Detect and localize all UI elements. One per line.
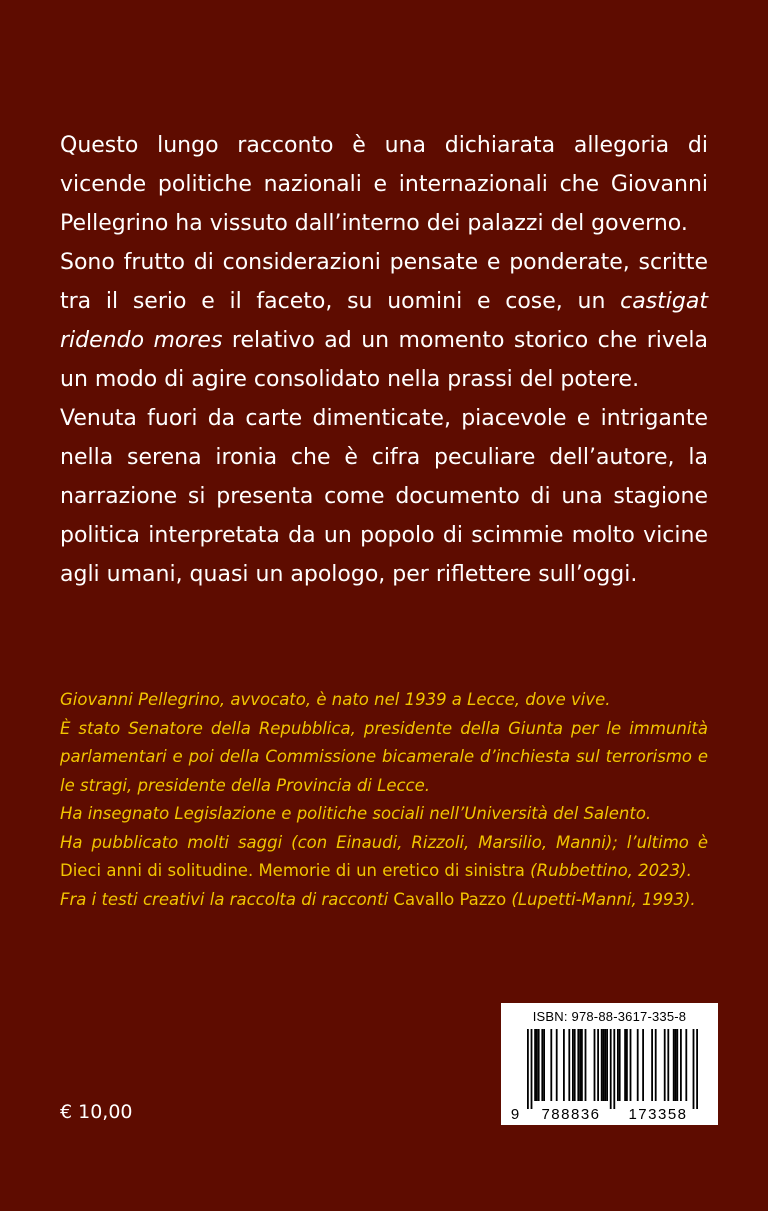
barcode-bar: [624, 1029, 626, 1101]
barcode-bar: [556, 1029, 558, 1101]
barcode-bar: [543, 1029, 545, 1101]
barcode-bar: [601, 1029, 603, 1101]
barcode-digits-right: 173358: [628, 1106, 688, 1123]
barcode-bar: [581, 1029, 583, 1101]
barcode-bar: [603, 1029, 605, 1101]
barcode-bar: [676, 1029, 678, 1101]
blurb-paragraph-1: Questo lungo racconto è una dichiarata allegoria di vicende politiche nazionali e internazionali che Giovanni Pellegrino ha vissuto dall’interno dei palazzi del governo.: [60, 133, 708, 236]
barcode-bar: [619, 1029, 621, 1101]
barcode-bars: [501, 1003, 718, 1125]
bio-line-4-text-a: Ha pubblicato molti saggi (con Einaudi, Rizzoli, Marsilio, Manni); l’ultimo è: [60, 832, 708, 852]
blurb-p2-text-a: Sono frutto di considerazioni pensate e ponderate, scritte tra il serio e il faceto, su uomini e cose, un: [60, 250, 708, 314]
barcode-digit-first: 9: [510, 1106, 520, 1123]
barcode-bar: [568, 1029, 570, 1101]
barcode-bar: [541, 1029, 543, 1101]
barcode-bar: [534, 1029, 536, 1101]
barcode-bar: [538, 1029, 540, 1101]
barcode-guard-bar: [696, 1029, 698, 1109]
barcode-bar: [655, 1029, 657, 1101]
bio-book-title-cavallo-pazzo: Cavallo Pazzo: [393, 889, 507, 909]
barcode-guard-bar: [610, 1029, 612, 1109]
blurb-paragraph-3: Venuta fuori da carte dimenticate, piacevole e intrigante nella serena ironia che è cifra peculiare dell’autore, la narrazione si presenta come documento di una stagione politica interpretata da un popolo di scimmie molto vicine agli umani, quasi un apologo, per riflettere sull’oggi.: [60, 406, 708, 587]
bio-line-5-text-a: Fra i testi creativi la raccolta di racconti: [60, 889, 394, 909]
bio-line-2: È stato Senatore della Repubblica, presidente della Giunta per le immunità parlamentari e poi della Commissione bicamerale d’inchiesta sul terrorismo e le stragi, presidente della Provincia di Lecce.: [60, 718, 708, 795]
barcode-bar: [626, 1029, 628, 1101]
bio-line-1: Giovanni Pellegrino, avvocato, è nato nel 1939 a Lecce, dove vive.: [60, 690, 611, 709]
barcode-bar: [673, 1029, 675, 1101]
barcode-bar: [579, 1029, 581, 1101]
barcode-bar: [604, 1029, 606, 1101]
barcode-bar: [664, 1029, 666, 1101]
barcode-bar: [594, 1029, 596, 1101]
barcode-bar: [574, 1029, 576, 1101]
barcode-bar: [642, 1029, 644, 1101]
barcode-bar: [667, 1029, 669, 1101]
barcode-bar: [550, 1029, 552, 1101]
barcode-bar: [680, 1029, 682, 1101]
price-label: € 10,00: [60, 1101, 133, 1123]
barcode-bar: [685, 1029, 687, 1101]
barcode-bar: [606, 1029, 608, 1101]
blurb-paragraph-2: [60, 243, 708, 399]
barcode-bar: [585, 1029, 587, 1101]
barcode-bar: [597, 1029, 599, 1101]
barcode-guard-bar: [613, 1029, 615, 1109]
bio-book-title-dieci-anni: Dieci anni di solitudine. Memorie di un eretico di sinistra: [60, 861, 525, 880]
author-bio: [60, 686, 708, 914]
barcode-bar: [536, 1029, 538, 1101]
bio-line-5-text-b: (Lupetti-Manni, 1993).: [506, 889, 696, 909]
blurb-p2-text-b: relativo ad un momento storico che rivela un modo di agire consolidato nella prassi del potere.: [60, 328, 708, 392]
blurb-p2-latin-phrase: castigat ridendo mores: [60, 289, 708, 353]
isbn-barcode: [501, 1003, 718, 1125]
bio-line-4: [60, 829, 708, 886]
barcode-bar: [563, 1029, 565, 1101]
barcode-bar: [572, 1029, 574, 1101]
bio-line-4-text-b: (Rubbettino, 2023).: [524, 861, 692, 880]
barcode-guard-bar: [527, 1029, 529, 1109]
back-cover-blurb: [60, 126, 708, 594]
barcode-bar: [637, 1029, 639, 1101]
barcode-bar: [675, 1029, 677, 1101]
barcode-bar: [630, 1029, 632, 1101]
bio-line-3: Ha insegnato Legislazione e politiche sociali nell’Università del Salento.: [60, 804, 652, 823]
bio-line-5: [60, 886, 708, 915]
barcode-guard-bar: [693, 1029, 695, 1109]
barcode-digits-left: 788836: [541, 1106, 601, 1123]
barcode-bar: [577, 1029, 579, 1101]
barcode-bar: [651, 1029, 653, 1101]
isbn-label: ISBN: 978-88-3617-335-8: [532, 1009, 687, 1024]
barcode-bar: [617, 1029, 619, 1101]
barcode-guard-bar: [531, 1029, 533, 1109]
